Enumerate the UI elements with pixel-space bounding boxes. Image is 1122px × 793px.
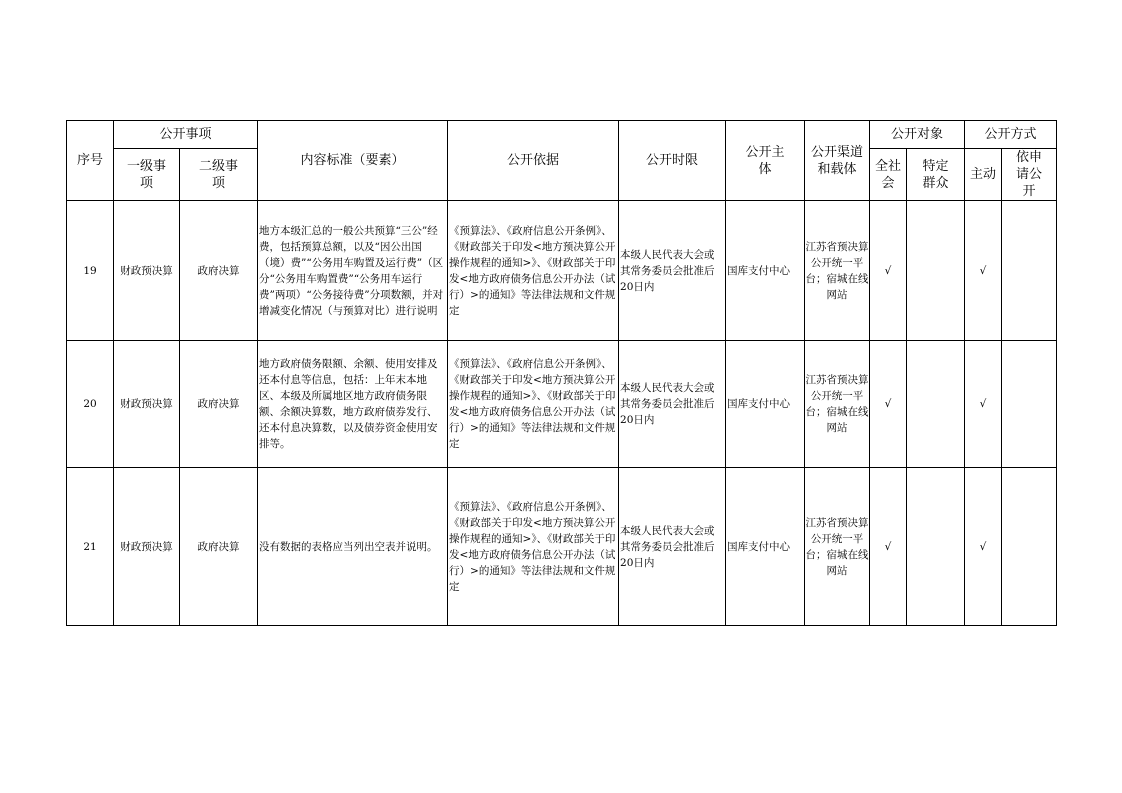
table-row [67, 341, 1057, 468]
cell-on-request [1002, 468, 1057, 626]
cell-channel: 江苏省预决算公开统一平台；宿城在线网站 [805, 468, 870, 626]
cell-active: √ [965, 201, 1002, 341]
cell-subject: 国库支付中心 [726, 468, 805, 626]
header-items-group: 公开事项 [114, 121, 258, 149]
cell-time-limit: 本级人民代表大会或其常务委员会批准后20日内 [619, 201, 726, 341]
cell-seq: 20 [67, 341, 114, 468]
header-row-1 [67, 121, 1057, 149]
cell-basis: 《预算法》、《政府信息公开条例》、《财政部关于印发<地方预决算公开操作规程的通知>》、《财政部关于印发<地方政府债务信息公开办法（试行）>的通知》等法律法规和文件规定 [448, 468, 619, 626]
header-on-request: 依申请公开 [1002, 149, 1057, 201]
cell-content: 地方政府债务限额、余额、使用安排及还本付息等信息，包括：上年末本地区、本级及所属地区地方政府债务限额、余额决算数，地方政府债券发行、还本付息决算数，以及债券资金使用安排等。 [258, 341, 448, 468]
table-row [67, 468, 1057, 626]
cell-time-limit: 本级人民代表大会或其常务委员会批准后20日内 [619, 468, 726, 626]
cell-whole-society: √ [870, 341, 907, 468]
cell-active: √ [965, 468, 1002, 626]
cell-subject: 国库支付中心 [726, 201, 805, 341]
cell-subject: 国库支付中心 [726, 341, 805, 468]
cell-on-request [1002, 341, 1057, 468]
header-level2: 二级事项 [180, 149, 258, 201]
cell-level2: 政府决算 [180, 201, 258, 341]
table-row [67, 201, 1057, 341]
cell-level1: 财政预决算 [114, 201, 180, 341]
cell-channel: 江苏省预决算公开统一平台；宿城在线网站 [805, 341, 870, 468]
header-content: 内容标准（要素） [258, 121, 448, 201]
header-whole-society: 全社会 [870, 149, 907, 201]
header-active: 主动 [965, 149, 1002, 201]
cell-level1: 财政预决算 [114, 341, 180, 468]
header-time-limit: 公开时限 [619, 121, 726, 201]
header-channel: 公开渠道和载体 [805, 121, 870, 201]
header-level1: 一级事项 [114, 149, 180, 201]
cell-level1: 财政预决算 [114, 468, 180, 626]
cell-seq: 21 [67, 468, 114, 626]
header-object-group: 公开对象 [870, 121, 965, 149]
cell-active: √ [965, 341, 1002, 468]
cell-on-request [1002, 201, 1057, 341]
cell-specific-group [907, 341, 965, 468]
cell-basis: 《预算法》、《政府信息公开条例》、《财政部关于印发<地方预决算公开操作规程的通知>》、《财政部关于印发<地方政府债务信息公开办法（试行）>的通知》等法律法规和文件规定 [448, 201, 619, 341]
header-seq: 序号 [67, 121, 114, 201]
cell-specific-group [907, 468, 965, 626]
cell-content: 地方本级汇总的一般公共预算“三公”经费，包括预算总额，以及“因公出国（境）费”“公务用车购置及运行费”（区分“公务用车购置费”“公务用车运行费”两项）“公务接待费”分项数额，并对增减变化情况（与预算对比）进行说明 [258, 201, 448, 341]
cell-whole-society: √ [870, 201, 907, 341]
cell-time-limit: 本级人民代表大会或其常务委员会批准后20日内 [619, 341, 726, 468]
cell-level2: 政府决算 [180, 341, 258, 468]
header-specific-group: 特定群众 [907, 149, 965, 201]
cell-content: 没有数据的表格应当列出空表并说明。 [258, 468, 448, 626]
cell-basis: 《预算法》、《政府信息公开条例》、《财政部关于印发<地方预决算公开操作规程的通知>》、《财政部关于印发<地方政府债务信息公开办法（试行）>的通知》等法律法规和文件规定 [448, 341, 619, 468]
cell-seq: 19 [67, 201, 114, 341]
cell-level2: 政府决算 [180, 468, 258, 626]
cell-channel: 江苏省预决算公开统一平台；宿城在线网站 [805, 201, 870, 341]
cell-whole-society: √ [870, 468, 907, 626]
disclosure-table [66, 120, 1057, 626]
cell-specific-group [907, 201, 965, 341]
header-subject: 公开主体 [726, 121, 805, 201]
header-method-group: 公开方式 [965, 121, 1057, 149]
header-basis: 公开依据 [448, 121, 619, 201]
